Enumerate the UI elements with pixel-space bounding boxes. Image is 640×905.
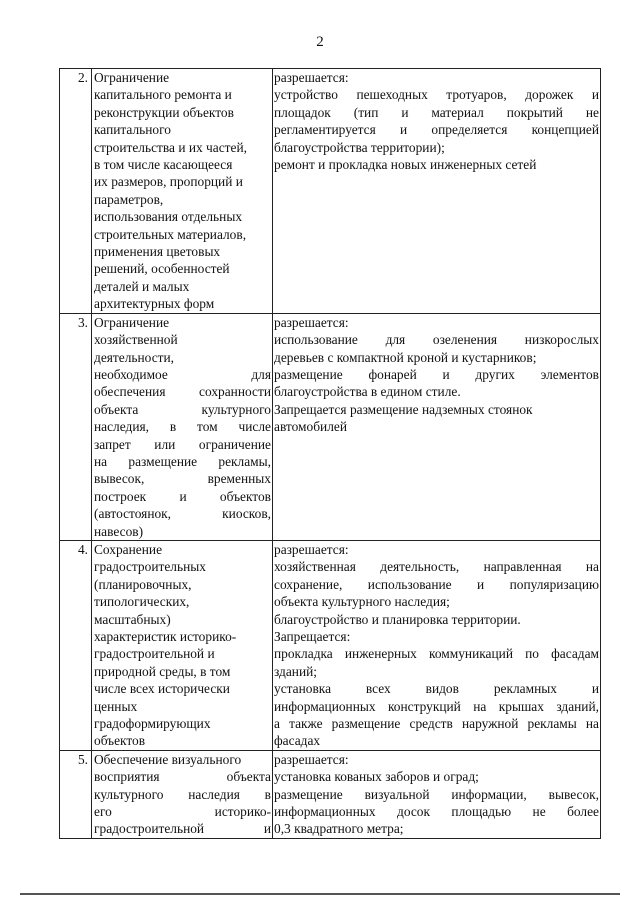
body-line: установка всех видов рекламных и [274, 681, 599, 697]
label-line: в том числе касающееся [94, 157, 233, 173]
row-number: 5. [60, 750, 92, 838]
body-line: устройство пешеходных тротуаров, дорожек и [274, 87, 599, 103]
body-line: использование для озеленения низкорослых [274, 332, 599, 348]
body-line: благоустройства территории); [274, 139, 445, 155]
label-line: градостроительной и [94, 646, 215, 662]
label-line: градостроительной и [94, 821, 271, 837]
label-line: обеспечения сохранности [94, 384, 271, 400]
body-line: хозяйственная деятельность, направленная на [274, 559, 599, 575]
label-line: объектов [94, 733, 146, 749]
label-line: типологических, [94, 594, 190, 610]
label-line: ценных [94, 698, 138, 714]
label-line: (автостоянок, киосков, [94, 506, 271, 522]
body-line: информационных досок площадью не более [274, 804, 599, 820]
body-line: разрешается: [274, 314, 349, 330]
label-line: градостроительных [94, 559, 206, 575]
label-line: его историко- [94, 804, 271, 820]
label-line: их размеров, пропорций и [94, 174, 243, 190]
body-line: регламентируется и определяется концепцией [274, 122, 599, 138]
body-line: Запрещается: [274, 629, 351, 644]
page-number: 2 [316, 34, 324, 50]
label-line: на размещение рекламы, [94, 453, 271, 469]
row-number: 2. [60, 69, 92, 314]
label-line: реконструкции объектов [94, 104, 234, 120]
label-line: применения цветовых [94, 244, 221, 260]
restriction-label-cell [92, 69, 273, 314]
table-row [60, 750, 601, 838]
body-line: разрешается: [274, 751, 349, 767]
regulation-text-cell [273, 750, 601, 838]
label-line: необходимое для [94, 366, 271, 382]
label-line: наследия, в том числе [94, 419, 271, 435]
label-line: Ограничение [94, 314, 170, 330]
body-line: благоустройство и планировка территории. [274, 611, 521, 627]
label-line: природной среды, в том [94, 663, 231, 679]
label-line: культурного наследия в [94, 786, 271, 802]
row-number: 4. [60, 540, 92, 750]
body-line: сохранение, использование и популяризацию [274, 576, 599, 592]
label-line: градоформирующих [94, 716, 211, 732]
table-row [60, 540, 601, 750]
label-line: вывесок, временных [94, 471, 271, 487]
label-line: навесов) [94, 523, 144, 539]
body-line: 0,3 квадратного метра; [274, 821, 404, 837]
label-line: хозяйственной [94, 332, 178, 348]
label-line: решений, особенностей [94, 261, 230, 277]
regulation-text-cell [273, 313, 601, 540]
body-line: разрешается: [274, 541, 349, 557]
table-row [60, 69, 601, 314]
label-line: архитектурных форм [94, 296, 215, 312]
label-line: масштабных) [94, 611, 171, 627]
restriction-label-cell [92, 313, 273, 540]
label-line: восприятия объекта [94, 769, 271, 785]
label-line: параметров, [94, 191, 164, 207]
label-line: Обеспечение визуального [94, 751, 242, 767]
body-line: разрешается: [274, 70, 349, 85]
regulation-text-cell [273, 540, 601, 750]
body-line: размещение визуальной информации, вывесок, [274, 786, 599, 802]
restriction-label-cell [92, 750, 273, 838]
label-line: деталей и малых [94, 278, 190, 294]
row-number: 3. [60, 313, 92, 540]
label-line: числе всех исторически [94, 681, 230, 697]
body-line: автомобилей [274, 419, 347, 435]
label-line: Ограничение [94, 70, 170, 85]
label-line: деятельности, [94, 349, 175, 365]
scan-bottom-edge [20, 893, 620, 895]
regulation-text-cell [273, 69, 601, 314]
label-line: Сохранение [94, 541, 163, 557]
label-line: (планировочных, [94, 576, 192, 592]
body-line: объекта культурного наследия; [274, 594, 450, 610]
body-line: а также размещение средств наружной рекламы на [274, 716, 599, 732]
body-line: благоустройства в едином стиле. [274, 384, 461, 400]
body-line: ремонт и прокладка новых инженерных сетей [274, 157, 537, 173]
label-line: капитального ремонта и [94, 87, 232, 103]
label-line: объекта культурного [94, 401, 271, 417]
body-line: фасадах [274, 733, 321, 749]
body-line: информационных конструкций на крышах зданий, [274, 698, 599, 714]
body-line: размещение фонарей и других элементов [274, 366, 599, 382]
body-line: площадок (тип и материал покрытий не [274, 104, 599, 120]
body-line: зданий; [274, 663, 318, 679]
label-line: запрет или ограничение [94, 436, 271, 452]
table-row [60, 313, 601, 540]
body-line: Запрещается размещение надземных стоянок [274, 401, 533, 417]
label-line: построек и объектов [94, 488, 271, 504]
restriction-label-cell [92, 540, 273, 750]
label-line: строительных материалов, [94, 226, 247, 242]
body-line: прокладка инженерных коммуникаций по фасадам [274, 646, 599, 662]
label-line: строительства и их частей, [94, 139, 247, 155]
body-line: установка кованых заборов и оград; [274, 769, 479, 785]
label-line: использования отдельных [94, 209, 243, 225]
body-line: деревьев с компактной кроной и кустарников; [274, 349, 537, 365]
label-line: характеристик историко- [94, 629, 237, 644]
regulations-table [59, 68, 601, 839]
label-line: капитального [94, 122, 171, 138]
